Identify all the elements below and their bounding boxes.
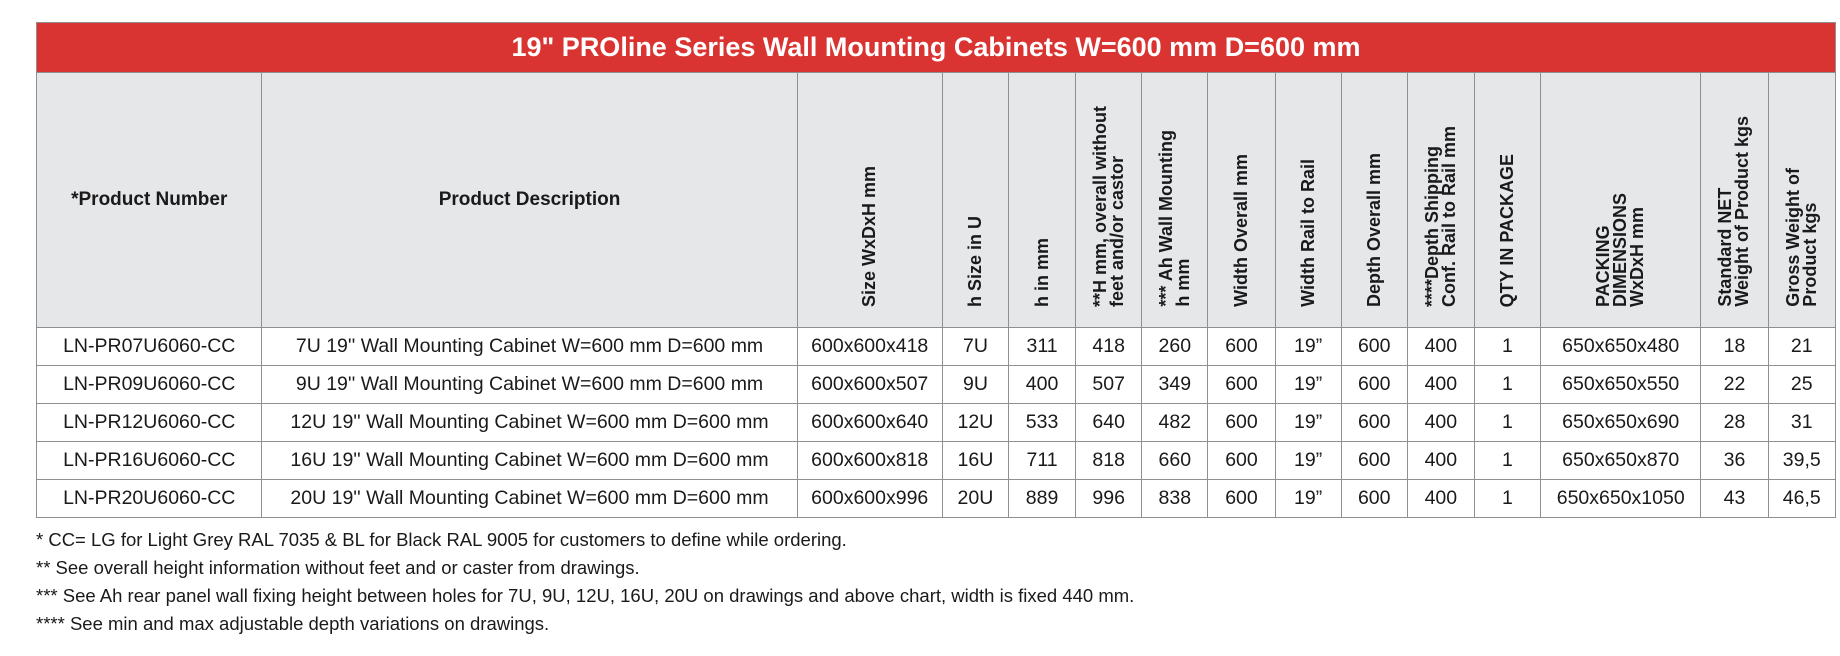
cell-width-overall: 600 — [1208, 442, 1275, 480]
cell-H-mm: 418 — [1076, 328, 1142, 366]
cell-size: 600x600x818 — [797, 442, 942, 480]
column-header-label: h in mm — [1031, 237, 1052, 307]
cell-product-number: LN-PR20U6060-CC — [37, 480, 262, 518]
cell-depth-overall: 600 — [1341, 442, 1407, 480]
column-header-ah-mm — [1142, 73, 1208, 328]
cell-packing: 650x650x550 — [1541, 366, 1701, 404]
cell-description: 20U 19'' Wall Mounting Cabinet W=600 mm D=600 mm — [262, 480, 797, 518]
cell-product-number: LN-PR09U6060-CC — [37, 366, 262, 404]
column-header-size — [797, 73, 942, 328]
cell-packing: 650x650x690 — [1541, 404, 1701, 442]
column-header-label: Width Rail to Rail — [1297, 159, 1318, 307]
column-header-width-rail — [1275, 73, 1341, 328]
column-header-net-weight — [1701, 73, 1768, 328]
column-header-label: Standard NET Weight of Product kgs — [1715, 116, 1753, 307]
cell-qty: 1 — [1474, 366, 1540, 404]
cell-qty: 1 — [1474, 404, 1540, 442]
footnote: **** See min and max adjustable depth variations on drawings. — [36, 613, 550, 634]
footnote: * CC= LG for Light Grey RAL 7035 & BL for Black RAL 9005 for customers to define while ordering. — [36, 529, 847, 550]
cell-width-overall: 600 — [1208, 328, 1275, 366]
cell-ah-mm: 349 — [1142, 366, 1208, 404]
cell-H-mm: 996 — [1076, 480, 1142, 518]
cell-gross-weight: 39,5 — [1768, 442, 1835, 480]
footnote: *** See Ah rear panel wall fixing height between holes for 7U, 9U, 12U, 16U, 20U on drawings and above chart, width is fixed 440 mm. — [36, 585, 1135, 606]
footnotes — [36, 526, 1836, 638]
cell-net-weight: 28 — [1701, 404, 1768, 442]
cell-h-size-u: 9U — [942, 366, 1008, 404]
cell-h-size-u: 12U — [942, 404, 1008, 442]
column-header-h-size-u — [942, 73, 1008, 328]
cabinet-spec-table — [36, 22, 1836, 518]
cell-width-rail: 19” — [1275, 366, 1341, 404]
cell-size: 600x600x507 — [797, 366, 942, 404]
cell-depth-overall: 600 — [1341, 366, 1407, 404]
column-header-label: h Size in U — [964, 215, 985, 307]
table-row — [37, 442, 1836, 480]
cell-depth-overall: 600 — [1341, 404, 1407, 442]
table-body — [37, 23, 1836, 518]
column-header-depth-shipping — [1407, 73, 1474, 328]
column-header-packing — [1541, 73, 1701, 328]
column-header-label: Width Overall mm — [1230, 154, 1251, 307]
title-row — [37, 23, 1836, 73]
cell-depth-overall: 600 — [1341, 480, 1407, 518]
cell-depth-shipping: 400 — [1407, 480, 1474, 518]
column-header-product-number: *Product Number — [37, 73, 262, 328]
cell-h-mm: 400 — [1009, 366, 1076, 404]
cell-h-mm: 889 — [1009, 480, 1076, 518]
cell-description: 16U 19'' Wall Mounting Cabinet W=600 mm D=600 mm — [262, 442, 797, 480]
table-title: 19" PROline Series Wall Mounting Cabinets W=600 mm D=600 mm — [37, 23, 1836, 73]
cell-net-weight: 18 — [1701, 328, 1768, 366]
column-header-label: ****Depth Shipping Conf. Rail to Rail mm — [1421, 125, 1459, 307]
cell-H-mm: 640 — [1076, 404, 1142, 442]
cell-ah-mm: 260 — [1142, 328, 1208, 366]
cell-gross-weight: 25 — [1768, 366, 1835, 404]
cell-packing: 650x650x870 — [1541, 442, 1701, 480]
table-row — [37, 404, 1836, 442]
cell-size: 600x600x418 — [797, 328, 942, 366]
cell-net-weight: 36 — [1701, 442, 1768, 480]
cell-packing: 650x650x480 — [1541, 328, 1701, 366]
cell-depth-overall: 600 — [1341, 328, 1407, 366]
header-row — [37, 73, 1836, 328]
cell-qty: 1 — [1474, 442, 1540, 480]
column-header-label: **H mm, overall without feet and/or castor — [1089, 105, 1127, 307]
column-header-qty — [1474, 73, 1540, 328]
cell-ah-mm: 838 — [1142, 480, 1208, 518]
cell-h-size-u: 16U — [942, 442, 1008, 480]
cell-net-weight: 22 — [1701, 366, 1768, 404]
cell-gross-weight: 21 — [1768, 328, 1835, 366]
cell-h-mm: 711 — [1009, 442, 1076, 480]
column-header-label: *** Ah Wall Mounting h mm — [1155, 130, 1193, 307]
cell-width-rail: 19” — [1275, 328, 1341, 366]
column-header-description: Product Description — [262, 73, 797, 328]
cell-width-rail: 19” — [1275, 404, 1341, 442]
cell-description: 12U 19'' Wall Mounting Cabinet W=600 mm D=600 mm — [262, 404, 797, 442]
table-row — [37, 328, 1836, 366]
column-header-width-overall — [1208, 73, 1275, 328]
column-header-label: QTY IN PACKAGE — [1496, 153, 1517, 307]
cell-size: 600x600x640 — [797, 404, 942, 442]
table-row — [37, 480, 1836, 518]
cell-ah-mm: 482 — [1142, 404, 1208, 442]
cell-size: 600x600x996 — [797, 480, 942, 518]
cell-packing: 650x650x1050 — [1541, 480, 1701, 518]
cell-product-number: LN-PR16U6060-CC — [37, 442, 262, 480]
cell-width-rail: 19” — [1275, 442, 1341, 480]
column-header-label: Gross Weight of Product kgs — [1782, 168, 1820, 307]
column-header-label: Size WxDxH mm — [859, 165, 880, 307]
cell-description: 7U 19'' Wall Mounting Cabinet W=600 mm D=600 mm — [262, 328, 797, 366]
cell-h-mm: 533 — [1009, 404, 1076, 442]
cell-width-rail: 19” — [1275, 480, 1341, 518]
column-header-gross-weight — [1768, 73, 1835, 328]
cell-description: 9U 19'' Wall Mounting Cabinet W=600 mm D=600 mm — [262, 366, 797, 404]
column-header-depth-overall — [1341, 73, 1407, 328]
table-row — [37, 366, 1836, 404]
product-spec-sheet — [36, 22, 1836, 638]
cell-h-mm: 311 — [1009, 328, 1076, 366]
cell-H-mm: 507 — [1076, 366, 1142, 404]
cell-qty: 1 — [1474, 480, 1540, 518]
cell-width-overall: 600 — [1208, 366, 1275, 404]
cell-depth-shipping: 400 — [1407, 404, 1474, 442]
column-header-H-mm — [1076, 73, 1142, 328]
footnote: ** See overall height information without feet and or caster from drawings. — [36, 557, 640, 578]
cell-product-number: LN-PR12U6060-CC — [37, 404, 262, 442]
cell-qty: 1 — [1474, 328, 1540, 366]
cell-depth-shipping: 400 — [1407, 328, 1474, 366]
cell-gross-weight: 31 — [1768, 404, 1835, 442]
cell-h-size-u: 20U — [942, 480, 1008, 518]
cell-H-mm: 818 — [1076, 442, 1142, 480]
cell-depth-shipping: 400 — [1407, 366, 1474, 404]
cell-product-number: LN-PR07U6060-CC — [37, 328, 262, 366]
cell-width-overall: 600 — [1208, 480, 1275, 518]
cell-h-size-u: 7U — [942, 328, 1008, 366]
column-header-h-mm — [1009, 73, 1076, 328]
cell-net-weight: 43 — [1701, 480, 1768, 518]
column-header-label: Depth Overall mm — [1363, 152, 1384, 307]
column-header-label: PACKING DIMENSIONS WxDxH mm — [1593, 192, 1648, 307]
cell-gross-weight: 46,5 — [1768, 480, 1835, 518]
cell-width-overall: 600 — [1208, 404, 1275, 442]
cell-depth-shipping: 400 — [1407, 442, 1474, 480]
cell-ah-mm: 660 — [1142, 442, 1208, 480]
